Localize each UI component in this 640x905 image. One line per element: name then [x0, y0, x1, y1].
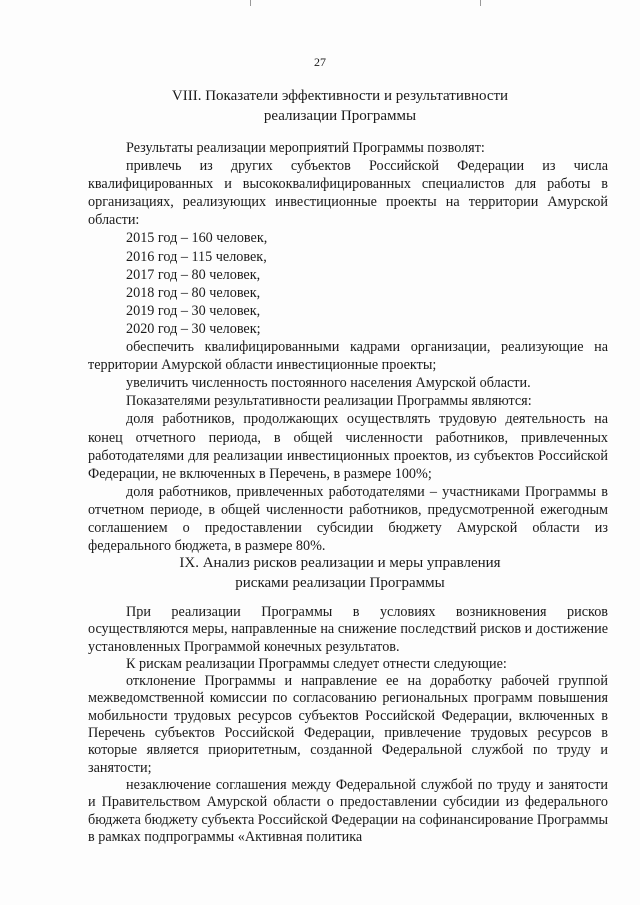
page-number: 27: [314, 55, 326, 69]
year-target-2015: 2015 год – 160 человек,: [126, 230, 268, 247]
indicator-2-paragraph: доля работников, привлеченных работодателями – участниками Программы в отчетном периоде, в общей численности работников, предусмотренной ежегодным соглашением о предоставлении субсидии бюджету Амурской области из федерального бюджета, в размере 80%.: [88, 483, 608, 555]
indicator-1-paragraph: доля работников, продолжающих осуществлять трудовую деятельность на конец отчетного периода, в общей численности работников, привлеченных работодателями для реализации инвестиционных проектов, из субъектов Российской Федерации, не включенных в Перечень, в размере 100%;: [88, 411, 608, 482]
section-8-body: [88, 139, 608, 555]
increase-population-paragraph: увеличить численность постоянного населения Амурской области.: [126, 375, 531, 392]
year-target-2020: 2020 год – 30 человек;: [126, 320, 261, 337]
year-target-2018: 2018 год – 80 человек,: [126, 284, 261, 301]
section-9-heading: [70, 553, 610, 593]
section-8-title-line2: реализации Программы: [263, 108, 417, 124]
risk-agreement-paragraph: незаключение соглашения между Федеральной службой по труду и занятости и Правительством Амурской области о предоставлении субсидии из федерального бюджета бюджету субъекта Российской Федерации на софинансирование Программы в рамках подпрограммы «Активная политика: [88, 776, 608, 845]
scan-edge-mark: [480, 0, 481, 6]
section-9-body: [88, 604, 608, 846]
results-intro: Результаты реализации мероприятий Программы позволят:: [126, 140, 485, 156]
section-8-heading: [70, 86, 610, 126]
provide-staff-paragraph: обеспечить квалифицированными кадрами организации, реализующие на территории Амурской области инвестиционные проекты;: [88, 339, 608, 374]
year-target-2019: 2019 год – 30 человек,: [126, 302, 261, 319]
year-target-2017: 2017 год – 80 человек,: [126, 266, 261, 283]
indicators-intro: Показателями результативности реализации Программы являются:: [126, 393, 532, 410]
section-8-title-line1: VIII. Показатели эффективности и результативности: [171, 88, 509, 104]
section-9-title-line2: рисками реализации Программы: [235, 575, 445, 591]
attract-specialists-paragraph: привлечь из других субъектов Российской Федерации из числа квалифицированных и высококвалифицированных специалистов для работы в организациях, реализующих инвестиционные проекты на территории Амурской области:: [88, 158, 608, 229]
scan-edge-mark: [250, 0, 251, 6]
risk-measures-paragraph: При реализации Программы в условиях возникновения рисков осуществляются меры, направленные на снижение последствий рисков и достижение установленных Программой конечных результатов.: [88, 604, 608, 655]
year-target-2016: 2016 год – 115 человек,: [126, 248, 267, 265]
risks-intro: К рискам реализации Программы следует отнести следующие:: [126, 655, 507, 672]
section-9-title-line1: IX. Анализ рисков реализации и меры управления: [179, 555, 501, 571]
risk-rejection-paragraph: отклонение Программы и направление ее на доработку рабочей группой межведомственной комиссии по согласованию региональных программ повышения мобильности трудовых ресурсов субъектов Российской Федерации, включенных в Перечень субъектов Российской Федерации, привлечение трудовых ресурсов в которые является приоритетным, созданной Федеральной службой по труду и занятости;: [88, 673, 608, 776]
